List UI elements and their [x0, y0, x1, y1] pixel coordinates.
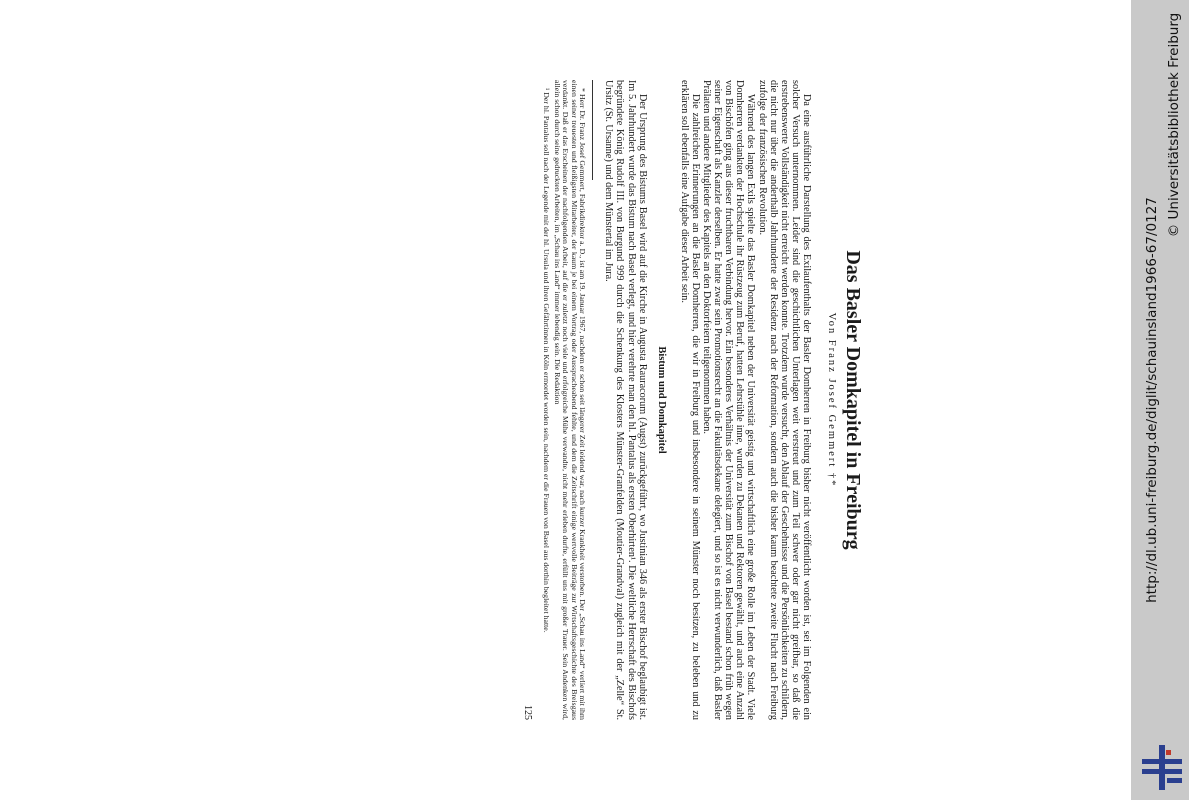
footnote: ¹ Der hl. Pantalus soll nach der Legende mit der hl. Ursula und ihren Gefährtinnen in Köln ermordet worden sein, nachdem er die Frauen von Basel aus dorthin begleitet hatte. — [541, 88, 551, 633]
section-heading: Bistum und Domkapitel — [655, 346, 667, 454]
scanned-page — [265, 80, 865, 720]
footnote: * Herr Dr. Franz Josef Gemmert, Fabrikdirektor a. D., ist am 19. Januar 1967, nachdem er schon seit längerer Zeit leidend war, nach kurzer Krankheit verstorben. Der „Schau ins Land“ verliert mit ihm einen seiner treuesten und fleißigsten Mitarbeiter, der kaum je bei einem Vortrag oder Ausspracheabend fehlte, und dem die Zeitschrift einige wertvolle Beiträge zur Wirtschaftsgeschichte des Breisgaus verdankt. Daß er das Erscheinen der nachfolgenden Arbeit, auf die er zuletzt noch viele und erfolgreiche Mühe verwandte, nicht mehr erleben durfte, erfüllt uns mit großer Trauer. Sein Andenken wird, allein schon durch seine gedruckten Arbeiten, im „Schau ins Land“ immer lebendig sein. Die Redaktion — [552, 80, 588, 720]
copyright-notice: © Universitätsbibliothek Freiburg — [1166, 12, 1182, 238]
paragraph: Der Ursprung des Bistums Basel wird auf die Kirche in Augusta Rauracorum (Augst) zurückgeführt, wo Justinian 346 als erster Bischof beglaubigt ist. Im 5. Jahrhundert wurde das Bistum nach Basel verlegt, und hier verehrte man den hl. Pantalus als ersten Oberhirten¹. Die weltliche Herrschaft des Bischofs begründete König Rudolf III. von Burgund 999 durch die Schenkung des Klosters Münster-Granfelden (Moutier-Grandval) zugleich mit der „Zelle“ St. Ursitz (St. Ursanne) und dem Münstertal im Jura. — [603, 80, 648, 720]
ub-freiburg-logo-icon[interactable] — [1142, 745, 1184, 790]
logo-accent — [1166, 750, 1171, 755]
paragraph: Da eine ausführliche Darstellung des Exilaufenthalts der Basler Domherren in Freiburg bisher nicht veröffentlicht worden ist, sei im Folgenden ein solcher Versuch unternommen. Leider sind die geschichtlichen Unterlagen weit verstreut und zum Teil schwer oder gar nicht greifbar, so daß die erstrebenswerte Vollständigkeit nicht erreicht werden konnte. Trotzdem wurde versucht, den Ablauf der Geschehnisse und die Persönlichkeiten zu schildern, die nicht nur über die anderthalb Jahrhunderte der Residenz nach der Reformation, sondern auch die bisher kaum beachtete zweite Flucht nach Freiburg zufolge der französischen Revolution. — [756, 80, 812, 720]
article-byline: Von Franz Josef Gemmert †* — [826, 312, 837, 488]
permalink-url[interactable]: http://dl.ub.uni-freiburg.de/diglit/schauinsland1966-67/0127 — [1144, 197, 1160, 603]
logo-bar — [1167, 778, 1182, 783]
logo-bar — [1142, 759, 1182, 764]
logo-bar — [1159, 745, 1165, 790]
footnote-divider — [592, 80, 593, 180]
article-title: Das Basler Domkapitel in Freiburg — [842, 250, 864, 550]
logo-bar — [1142, 769, 1182, 774]
paragraph: Während des langen Exils spielte das Basler Domkapitel neben der Universität geistig und wirtschaftlich eine große Rolle im Leben der Stadt. Viele Domherren verdankten der Hochschule ihr Rüstzeug zum Beruf, hatten Lehrstühle inne, wurden zu Dekanen und Rektoren gewählt, und auch eine Anzahl von Bischöfen ging aus dieser fruchtbaren Verbindung hervor. Ein besonderes Verhältnis der Universität zum Bischof von Basel bestand schon früh wegen seiner Eigenschaft als Kanzler derselben. Er hatte zwar sein Promotionsrecht an die Fakultätsdekane delegiert, und so ist es nicht verwunderlich, daß Basler Prälaten und andere Mitglieder des Kapitels an den Doktorfeiern teilgenommen haben. — [701, 80, 757, 720]
paragraph: Die zahlreichen Erinnerungen an die Basler Domherren, die wir in Freiburg und insbesondere in seinem Münster noch besitzen, zu beleben und zu erklären soll ebenfalls eine Aufgabe dieser Arbeit sein. — [678, 80, 701, 720]
scanned-page-area — [230, 0, 900, 800]
page-number: 125 — [522, 705, 534, 720]
